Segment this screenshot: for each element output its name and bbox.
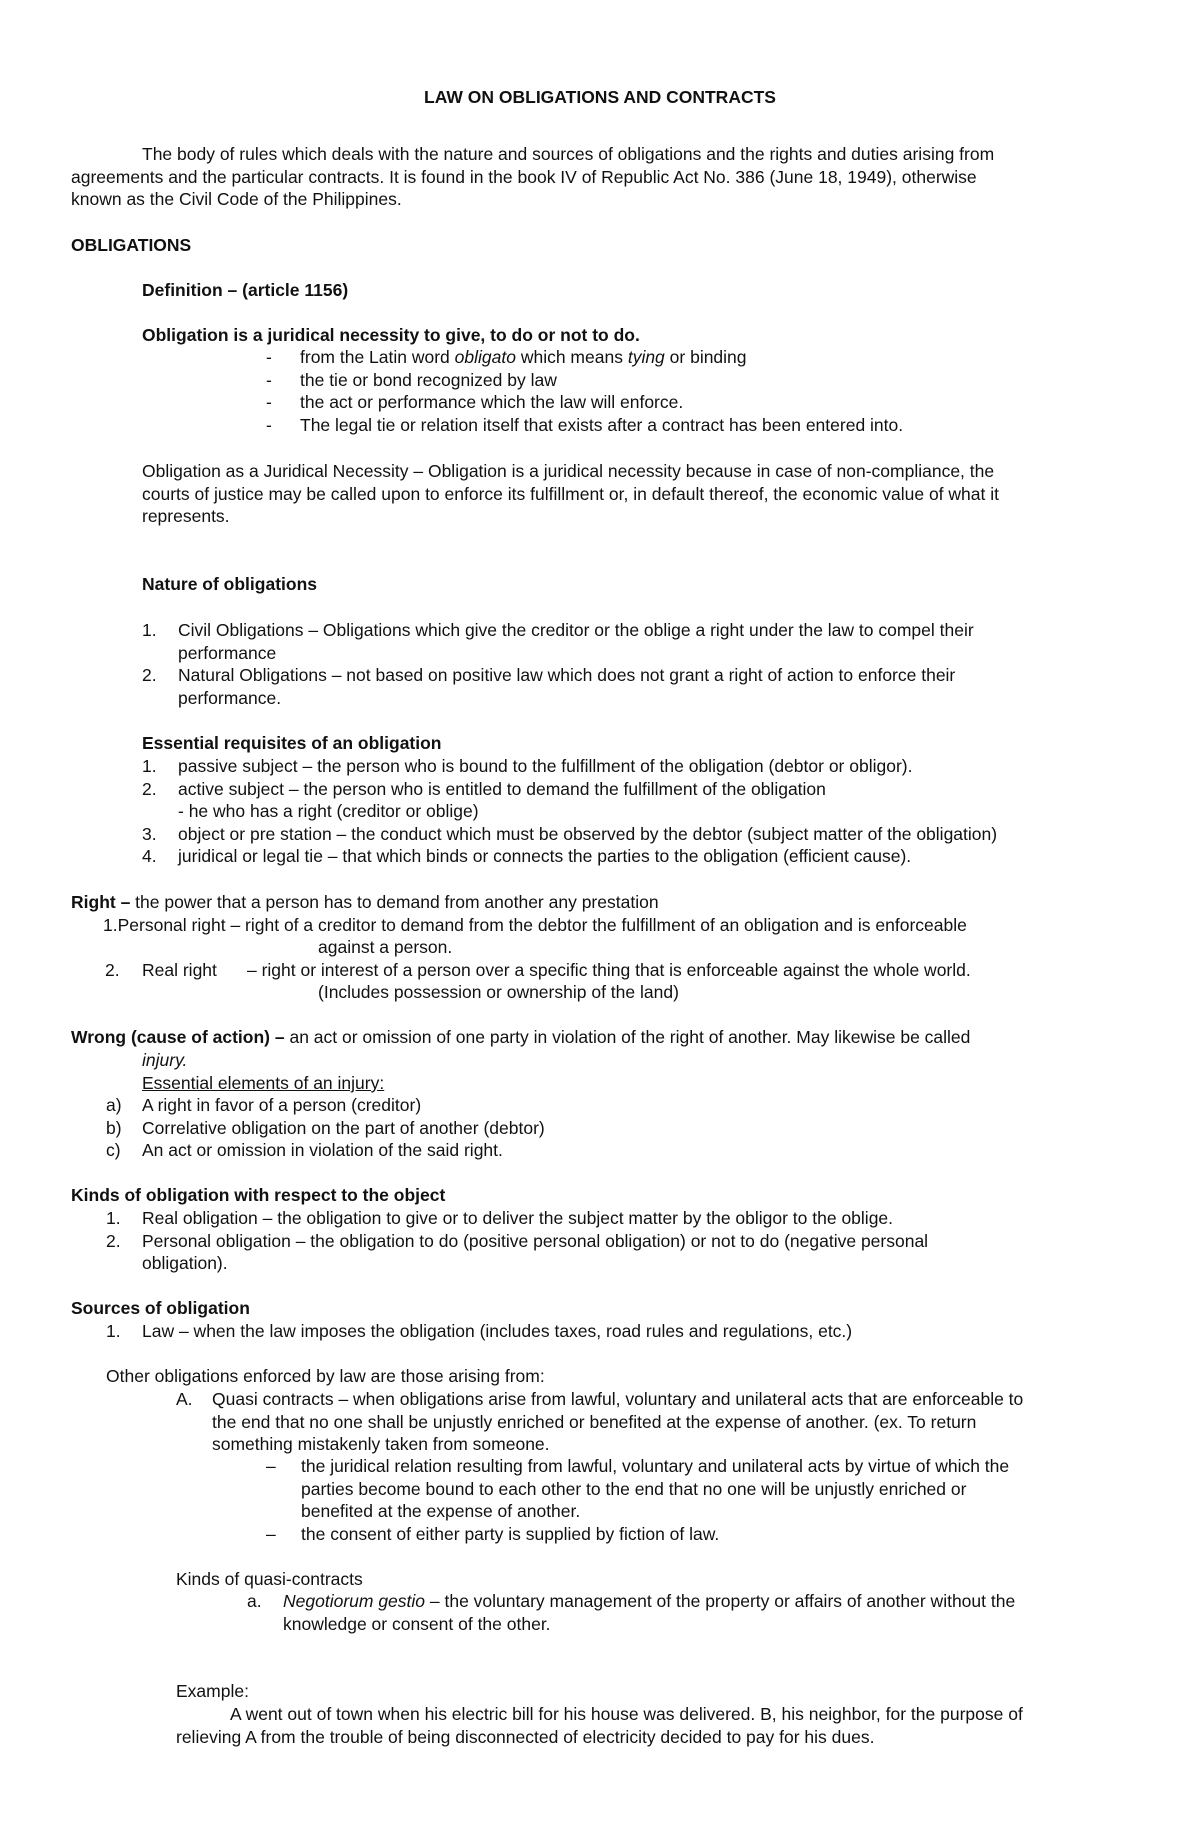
definition-statement: Obligation is a juridical necessity to give, to do or not to do. bbox=[142, 325, 640, 345]
definition-bullet-list bbox=[266, 346, 1146, 436]
wrong-term: Wrong (cause of action) – bbox=[71, 1027, 285, 1047]
list-item: 1. Real obligation – the obligation to give or to deliver the subject matter by the obligor to the oblige. bbox=[106, 1208, 894, 1228]
list-item: 2. active subject – the person who is entitled to demand the fulfillment of the obligation - he who has a right (creditor or oblige) bbox=[142, 778, 826, 821]
intro-line: The body of rules which deals with the nature and sources of obligations and the rights and duties arising from bbox=[142, 144, 995, 164]
example-paragraph: A went out of town when his electric bill for his house was delivered. B, his neighbor, for the purpose of relieving A from the trouble of being disconnected of electricity decided to pay for his dues. bbox=[176, 1704, 1023, 1747]
requisites-list bbox=[142, 755, 1152, 868]
intro-line: known as the Civil Code of the Philippines. bbox=[71, 189, 402, 209]
right-definition: Right – the power that a person has to demand from another any prestation bbox=[71, 892, 659, 912]
dash-marker: - bbox=[266, 369, 272, 390]
list-item: 4. juridical or legal tie – that which binds or connects the parties to the obligation (efficient cause). bbox=[142, 846, 912, 866]
nature-heading: Nature of obligations bbox=[142, 574, 317, 594]
list-item: a) A right in favor of a person (creditor) bbox=[106, 1095, 422, 1115]
dash-marker: - bbox=[266, 347, 272, 367]
list-item: b) Correlative obligation on the part of another (debtor) bbox=[106, 1117, 545, 1138]
list-item: - from the Latin word obligato which means tying or binding bbox=[266, 347, 747, 367]
juridical-necessity-paragraph: Obligation as a Juridical Necessity – Obligation is a juridical necessity because in case of non-compliance, the courts of justice may be called upon to enforce its fulfillment or, in default thereof, the economic value of what it represents. bbox=[142, 461, 999, 526]
definition-heading: Definition – (article 1156) bbox=[142, 280, 349, 300]
list-item: – the juridical relation resulting from lawful, voluntary and unilateral acts by virtue of which the parties become bound to each other to the end that no one will be unjustly enriched or benefited at the expense of another. bbox=[266, 1456, 1010, 1521]
requisites-heading: Essential requisites of an obligation bbox=[142, 733, 442, 753]
quasi-kinds-heading: Kinds of quasi-contracts bbox=[176, 1569, 363, 1589]
other-obligations-intro: Other obligations enforced by law are those arising from: bbox=[106, 1366, 545, 1386]
list-item: c) An act or omission in violation of the said right. bbox=[106, 1140, 503, 1160]
list-item: 1. Civil Obligations – Obligations which give the creditor or the oblige a right under the law to compel their performance bbox=[142, 620, 974, 663]
wrong-definition: Wrong (cause of action) – an act or omission of one party in violation of the right of another. May likewise be called bbox=[71, 1027, 971, 1047]
dash-marker: - bbox=[266, 392, 272, 412]
sources-heading: Sources of obligation bbox=[71, 1298, 250, 1318]
right-term: Right – bbox=[71, 892, 131, 912]
wrong-emphasis: injury. bbox=[142, 1050, 188, 1070]
negotiorum-term: Negotiorum gestio bbox=[283, 1591, 426, 1611]
right-item-real-text: – right or interest of a person over a specific thing that is enforceable against the whole world. bbox=[247, 960, 971, 980]
sources-list bbox=[106, 1320, 1156, 1343]
right-item-real-cont: (Includes possession or ownership of the land) bbox=[318, 982, 679, 1002]
list-item: 2. Natural Obligations – not based on positive law which does not grant a right of action to enforce their performance. bbox=[142, 665, 956, 708]
dash-marker: - bbox=[266, 414, 272, 435]
quasi-contract-sub-list bbox=[266, 1455, 1146, 1545]
document-title: LAW ON OBLIGATIONS AND CONTRACTS bbox=[424, 87, 776, 107]
kinds-list bbox=[106, 1207, 1156, 1275]
list-item: 2. Personal obligation – the obligation to do (positive personal obligation) or not to do (negative personal obligation). bbox=[106, 1230, 929, 1273]
kinds-heading: Kinds of obligation with respect to the object bbox=[71, 1185, 446, 1205]
intro-paragraph bbox=[71, 143, 1151, 211]
right-item-personal: 1.Personal right – right of a creditor to demand from the debtor the fulfillment of an obligation and is enforceable bbox=[103, 915, 967, 935]
elements-heading: Essential elements of an injury: bbox=[142, 1073, 385, 1093]
right-item-personal-cont: against a person. bbox=[318, 937, 453, 957]
obligations-heading: OBLIGATIONS bbox=[71, 235, 192, 255]
elements-list bbox=[106, 1094, 1156, 1162]
intro-line: agreements and the particular contracts. It is found in the book IV of Republic Act No. 386 (June 18, 1949), otherwise bbox=[71, 166, 977, 187]
quasi-contracts-item: A. Quasi contracts – when obligations arise from lawful, voluntary and unilateral acts that are enforceable to the end that no one shall be unjustly enriched or benefited at the expense of another. (ex. To return something mistakenly taken from someone. bbox=[176, 1389, 1024, 1454]
example-heading: Example: bbox=[176, 1681, 249, 1701]
list-item: - The legal tie or relation itself that exists after a contract has been entered into. bbox=[266, 414, 904, 435]
list-item: – the consent of either party is supplied by fiction of law. bbox=[266, 1523, 720, 1544]
list-item: - the tie or bond recognized by law bbox=[266, 369, 557, 390]
list-item: 1. passive subject – the person who is bound to the fulfillment of the obligation (debtor or obligor). bbox=[142, 756, 913, 776]
nature-list bbox=[142, 619, 1152, 709]
list-item: - the act or performance which the law will enforce. bbox=[266, 392, 684, 412]
list-item: 1. Law – when the law imposes the obligation (includes taxes, road rules and regulations, etc.) bbox=[106, 1321, 853, 1341]
list-item: 3. object or pre station – the conduct which must be observed by the debtor (subject matter of the obligation) bbox=[142, 823, 998, 844]
negotiorum-item: a. Negotiorum gestio – the voluntary management of the property or affairs of another without the knowledge or consent of the other. bbox=[247, 1591, 1016, 1634]
right-item-real-num: 2. bbox=[105, 960, 120, 980]
right-item-real-label: Real right bbox=[142, 960, 217, 980]
